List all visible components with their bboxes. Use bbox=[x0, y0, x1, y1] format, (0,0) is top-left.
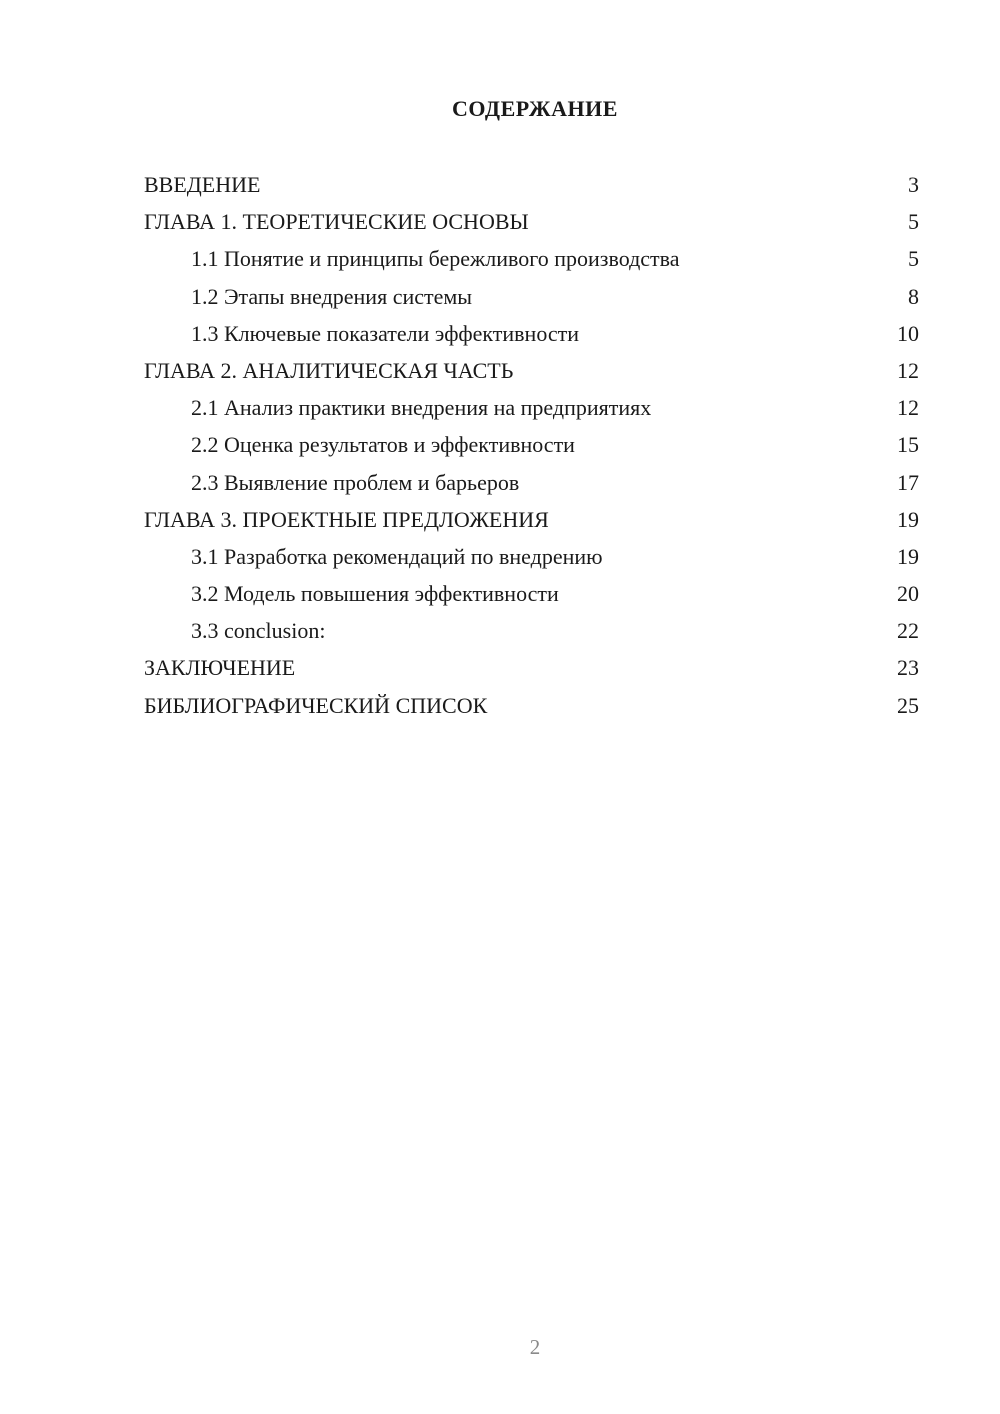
toc-entry-chapter-1 bbox=[144, 203, 919, 240]
toc-entry-label: 1.1 Понятие и принципы бережливого производства bbox=[191, 246, 680, 272]
toc-entry-section-3-1 bbox=[144, 538, 919, 575]
toc-entry-page: 20 bbox=[897, 581, 919, 607]
toc-entry-section-3-3 bbox=[144, 612, 919, 649]
toc-entry-section-3-2 bbox=[144, 575, 919, 612]
toc-entry-page: 3 bbox=[908, 172, 919, 197]
page-number: 2 bbox=[529, 1335, 541, 1359]
toc-entry-page: 5 bbox=[908, 209, 919, 235]
toc-entry-label: 2.1 Анализ практики внедрения на предприятиях bbox=[191, 395, 652, 421]
toc-entry-page: 25 bbox=[897, 692, 919, 718]
toc-entry-label: 3.2 Модель повышения эффективности bbox=[191, 581, 559, 607]
toc-entry-label: 3.1 Разработка рекомендаций по внедрению bbox=[191, 543, 603, 569]
table-of-contents bbox=[144, 166, 919, 724]
toc-entry-page: 8 bbox=[908, 283, 919, 309]
toc-entry-bibliography bbox=[144, 687, 919, 724]
toc-entry-page: 12 bbox=[897, 357, 919, 383]
toc-entry-chapter-2 bbox=[144, 352, 919, 389]
toc-entry-section-2-2 bbox=[144, 426, 919, 463]
toc-entry-label: БИБЛИОГРАФИЧЕСКИЙ СПИСОК bbox=[144, 692, 488, 718]
toc-entry-page: 12 bbox=[897, 395, 919, 421]
toc-entry-label: 2.3 Выявление проблем и барьеров bbox=[191, 469, 520, 495]
toc-entry-label: 1.2 Этапы внедрения системы bbox=[191, 283, 473, 309]
toc-entry-page: 15 bbox=[897, 432, 919, 458]
toc-entry-conclusion bbox=[144, 649, 919, 686]
toc-entry-page: 22 bbox=[897, 618, 919, 644]
toc-entry-label: ГЛАВА 3. ПРОЕКТНЫЕ ПРЕДЛОЖЕНИЯ bbox=[144, 506, 549, 532]
toc-entry-introduction bbox=[144, 166, 919, 203]
toc-entry-label: ГЛАВА 2. АНАЛИТИЧЕСКАЯ ЧАСТЬ bbox=[144, 357, 514, 383]
toc-entry-section-2-1 bbox=[144, 389, 919, 426]
toc-entry-page: 5 bbox=[908, 246, 919, 272]
toc-entry-label: ГЛАВА 1. ТЕОРЕТИЧЕСКИЕ ОСНОВЫ bbox=[144, 209, 529, 235]
toc-entry-label: 2.2 Оценка результатов и эффективности bbox=[191, 432, 575, 458]
toc-entry-label: ЗАКЛЮЧЕНИЕ bbox=[144, 655, 296, 681]
toc-heading: СОДЕРЖАНИЕ bbox=[452, 96, 618, 121]
toc-entry-page: 10 bbox=[897, 320, 919, 346]
toc-entry-section-1-2 bbox=[144, 278, 919, 315]
toc-entry-section-1-3 bbox=[144, 315, 919, 352]
toc-entry-page: 19 bbox=[897, 506, 919, 532]
toc-entry-page: 17 bbox=[897, 469, 919, 495]
toc-entry-label: ВВЕДЕНИЕ bbox=[144, 172, 261, 197]
toc-entry-page: 23 bbox=[897, 655, 919, 681]
toc-entry-label: 3.3 conclusion: bbox=[191, 618, 326, 644]
toc-entry-section-1-1 bbox=[144, 240, 919, 277]
toc-entry-label: 1.3 Ключевые показатели эффективности bbox=[191, 320, 580, 346]
toc-entry-page: 19 bbox=[897, 543, 919, 569]
toc-entry-section-2-3 bbox=[144, 464, 919, 501]
toc-entry-chapter-3 bbox=[144, 501, 919, 538]
